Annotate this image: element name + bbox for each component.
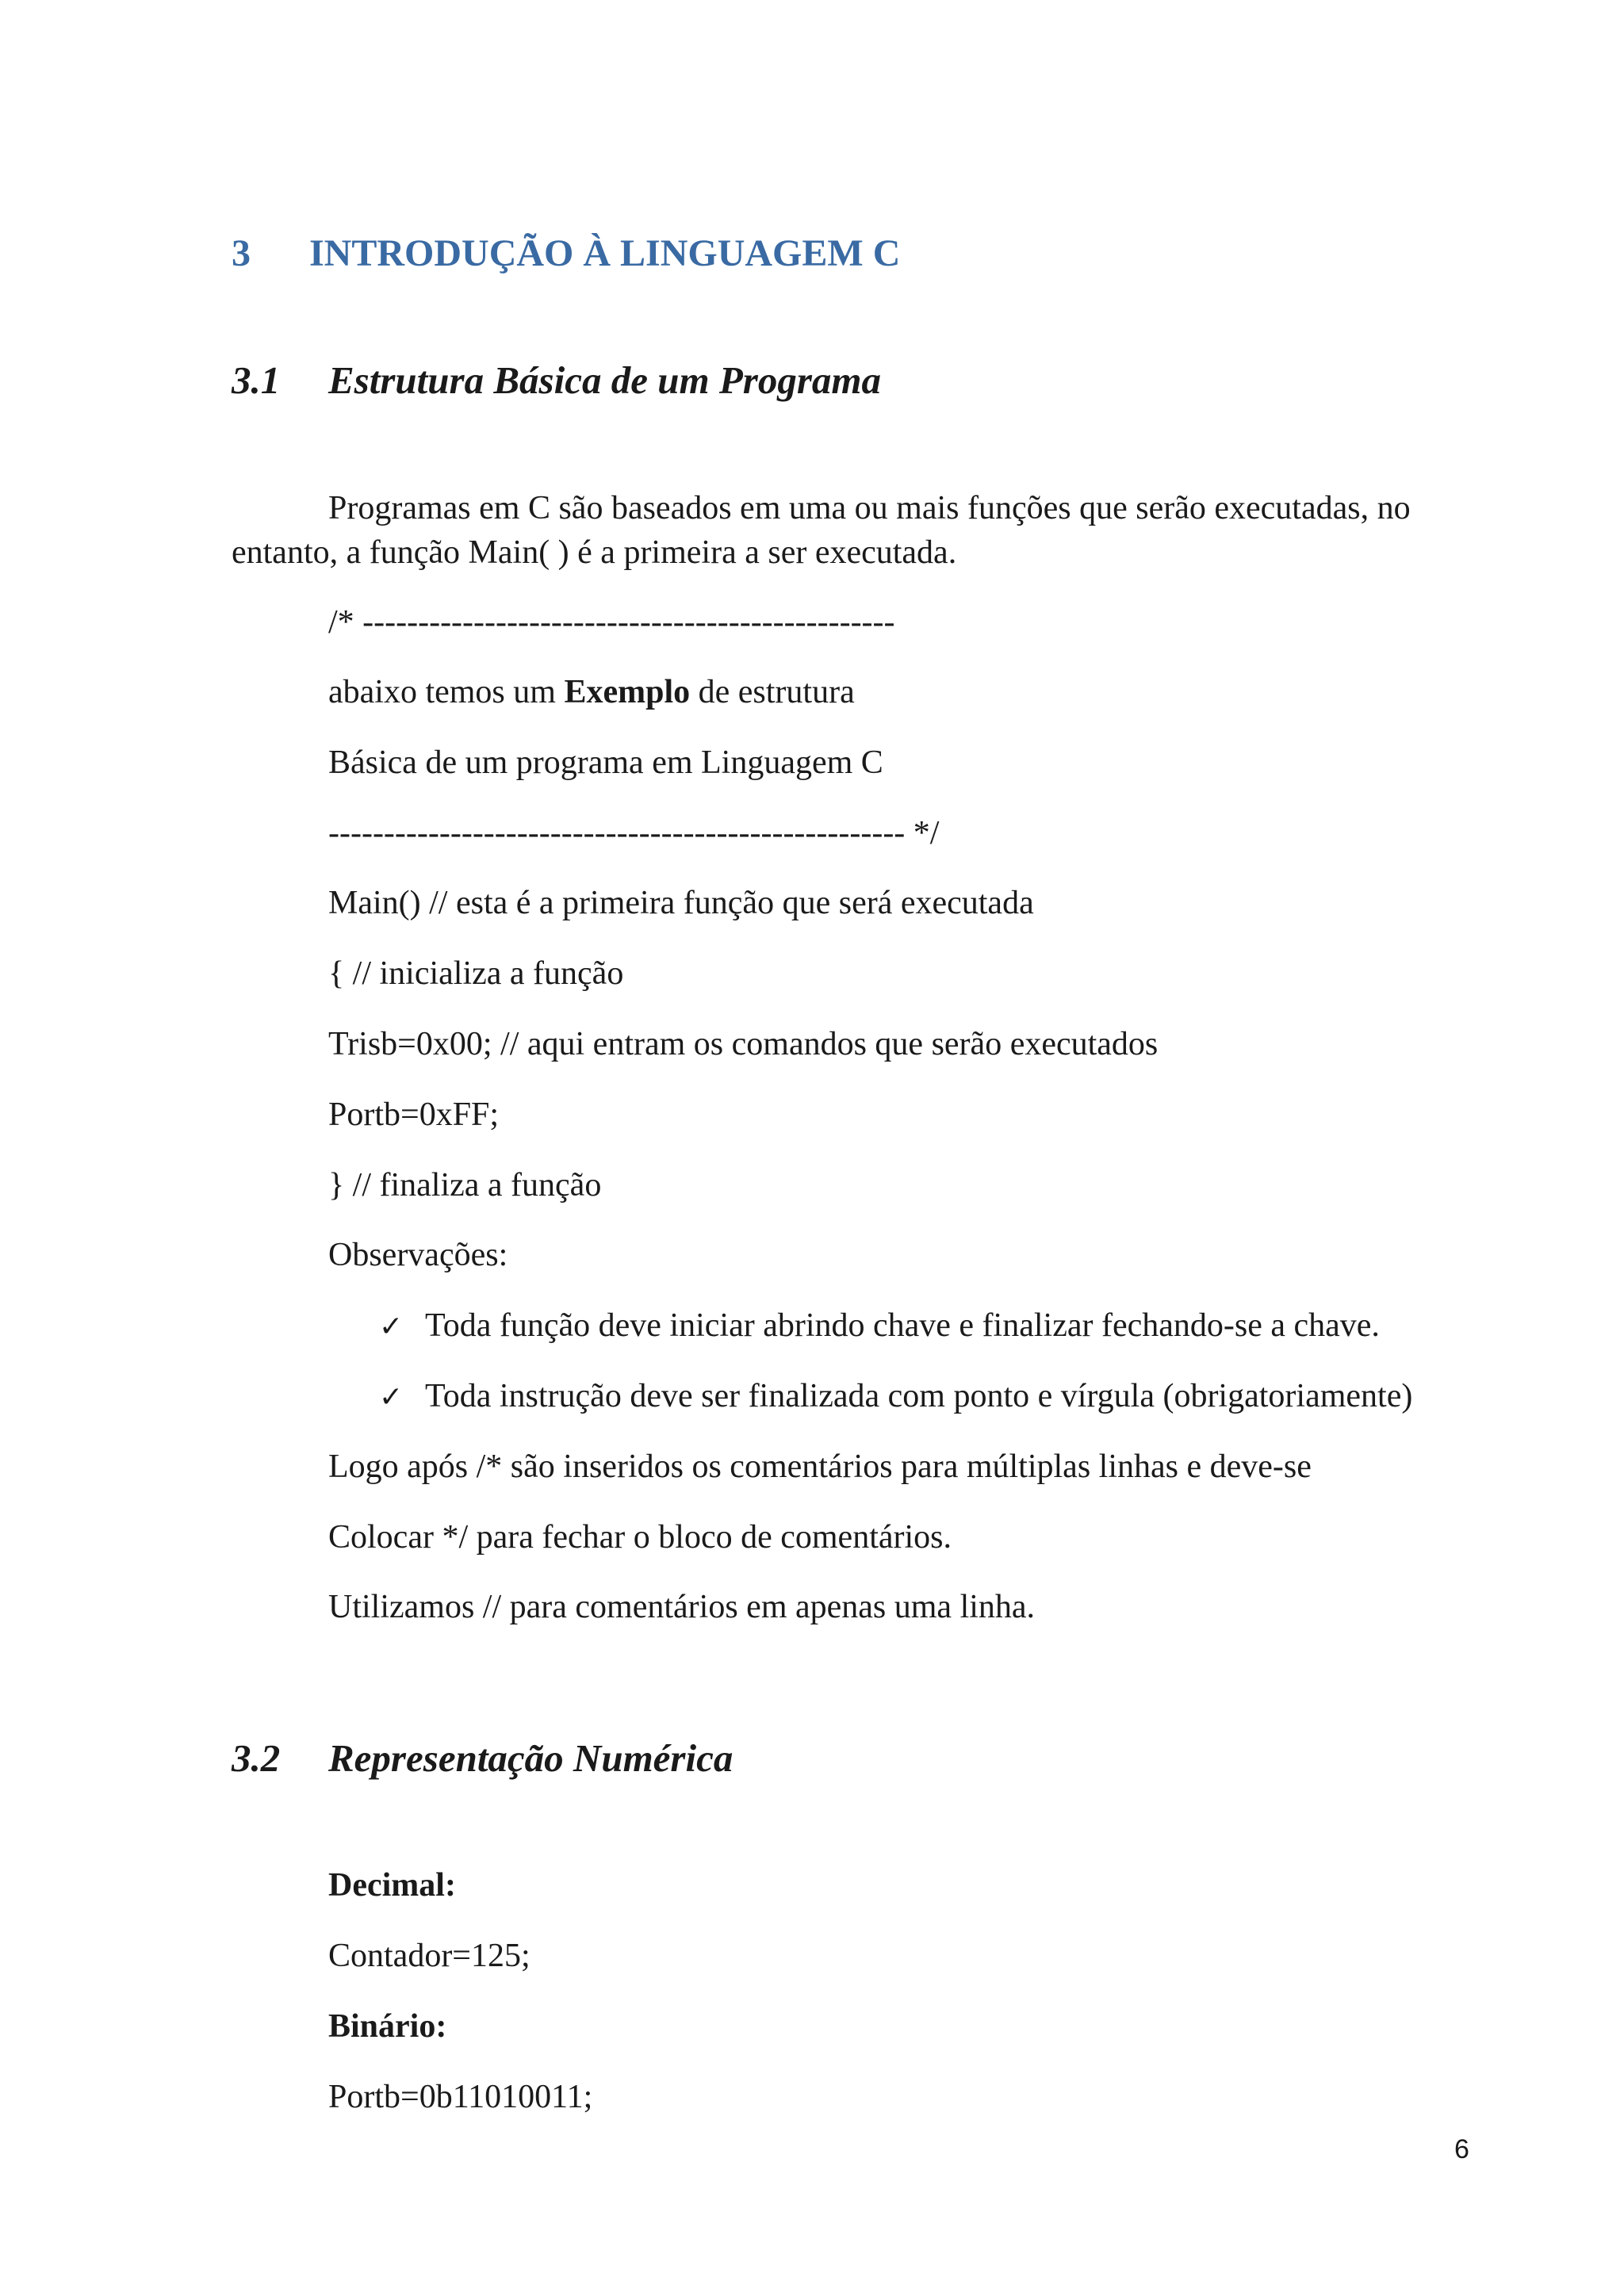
code-open-brace: { // inicializa a função xyxy=(328,955,624,992)
section-title: Estrutura Básica de um Programa xyxy=(328,358,882,402)
section-title: Representação Numérica xyxy=(328,1736,733,1780)
chapter-heading xyxy=(232,232,1183,279)
code-comment-text: abaixo temos um xyxy=(328,674,565,710)
section-heading-3-2 xyxy=(232,1736,1183,1786)
observation-text: Toda função deve iniciar abrindo chave e finalizar fechando-se a chave. xyxy=(425,1307,1380,1344)
observation-item xyxy=(379,1309,1380,1342)
section-number: 3.1 xyxy=(232,358,281,402)
decimal-example: Contador=125; xyxy=(328,1938,530,1974)
observation-text: Toda instrução deve ser finalizada com ponto e vírgula (obrigatoriamente) xyxy=(425,1378,1413,1414)
code-comment-line-1 xyxy=(328,675,855,709)
binary-label: Binário: xyxy=(328,2008,447,2045)
note-line: Utilizamos // para comentários em apenas uma linha. xyxy=(328,1589,1036,1625)
page-number: 6 xyxy=(1454,2134,1469,2164)
checkmark-icon: ✓ xyxy=(379,1381,404,1414)
code-comment-close: ---------------------------------------------------- */ xyxy=(328,815,940,851)
intro-paragraph-line-1: Programas em C são baseados em uma ou mais funções que serão executadas, no xyxy=(328,490,1411,526)
code-portb: Portb=0xFF; xyxy=(328,1096,500,1133)
code-main-line: Main() // esta é a primeira função que será executada xyxy=(328,885,1034,921)
chapter-title: INTRODUÇÃO À LINGUAGEM C xyxy=(309,232,901,274)
chapter-number: 3 xyxy=(232,232,251,274)
note-line: Colocar */ para fechar o bloco de comentários. xyxy=(328,1519,952,1556)
section-number: 3.2 xyxy=(232,1736,281,1780)
note-line: Logo após /* são inseridos os comentários para múltiplas linhas e deve-se xyxy=(328,1448,1312,1485)
observation-item xyxy=(379,1380,1412,1413)
decimal-label: Decimal: xyxy=(328,1867,456,1904)
section-heading-3-1 xyxy=(232,358,1183,408)
intro-paragraph-line-2: entanto, a função Main( ) é a primeira a ser executada. xyxy=(232,534,957,571)
code-comment-line-2: Básica de um programa em Linguagem C xyxy=(328,744,883,781)
code-trisb: Trisb=0x00; // aqui entram os comandos que serão executados xyxy=(328,1026,1159,1062)
code-comment-text-end: de estrutura xyxy=(690,674,855,710)
code-comment-bold-word: Exemplo xyxy=(564,674,691,710)
code-comment-open: /* ------------------------------------------------ xyxy=(328,604,895,641)
binary-example: Portb=0b11010011; xyxy=(328,2079,593,2115)
code-close-brace: } // finaliza a função xyxy=(328,1167,602,1203)
checkmark-icon: ✓ xyxy=(379,1311,404,1343)
observations-label: Observações: xyxy=(328,1237,508,1273)
